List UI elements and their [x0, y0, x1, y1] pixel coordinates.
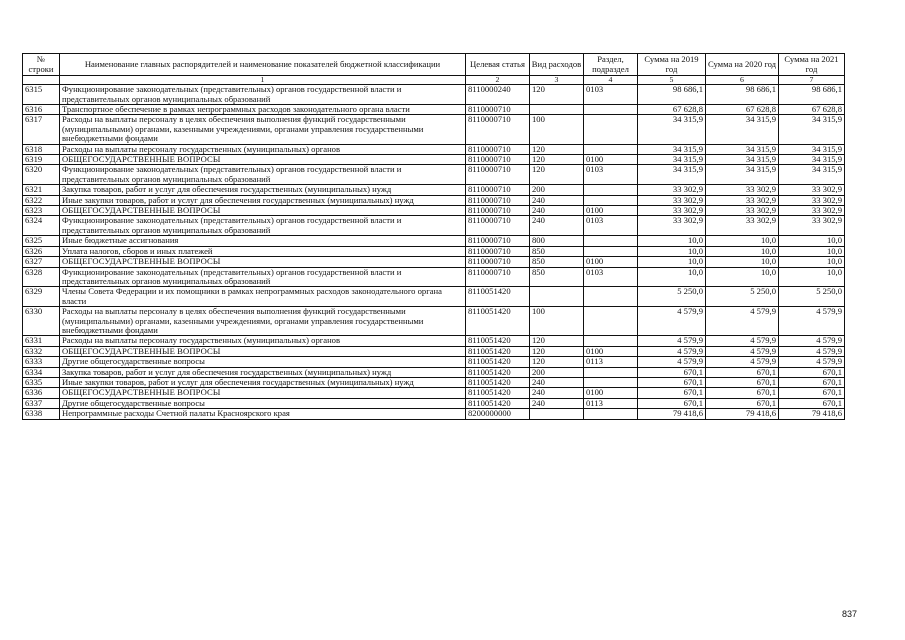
row-target-article: 8110000710 — [466, 246, 530, 256]
row-expense-type: 100 — [530, 115, 584, 144]
row-sum-2020: 670,1 — [706, 377, 779, 387]
row-sum-2019: 79 418,6 — [638, 409, 706, 419]
row-section: 0103 — [584, 267, 638, 287]
row-sum-2021: 33 302,9 — [779, 185, 845, 195]
row-sum-2021: 4 579,9 — [779, 336, 845, 346]
row-section — [584, 185, 638, 195]
row-section: 0100 — [584, 346, 638, 356]
row-sum-2021: 10,0 — [779, 236, 845, 246]
row-number: 6329 — [23, 287, 60, 307]
row-name: Другие общегосударственные вопросы — [60, 357, 466, 367]
row-section — [584, 307, 638, 336]
row-sum-2021: 670,1 — [779, 398, 845, 408]
row-sum-2020: 98 686,1 — [706, 85, 779, 105]
column-index: 5 — [638, 76, 706, 85]
row-name: Иные закупки товаров, работ и услуг для обеспечения государственных (муниципальных) нужд — [60, 195, 466, 205]
row-sum-2019: 10,0 — [638, 236, 706, 246]
row-sum-2021: 10,0 — [779, 246, 845, 256]
table-row — [23, 267, 845, 287]
row-sum-2021: 4 579,9 — [779, 307, 845, 336]
row-name: Функционирование законодательных (представительных) органов государственной власти и представительных органов муниципальных образований — [60, 165, 466, 185]
row-sum-2020: 10,0 — [706, 246, 779, 256]
row-section — [584, 377, 638, 387]
row-name: Расходы на выплаты персоналу в целях обеспечения выполнения функций государственными (муниципальными) органами, казенными учреждениями, органами управления государственными внебюджетными фондами — [60, 307, 466, 336]
row-number: 6330 — [23, 307, 60, 336]
row-section — [584, 195, 638, 205]
row-sum-2019: 670,1 — [638, 388, 706, 398]
row-target-article: 8110051420 — [466, 357, 530, 367]
row-number: 6319 — [23, 155, 60, 165]
row-number: 6325 — [23, 236, 60, 246]
page-number: 837 — [841, 609, 857, 619]
row-number: 6320 — [23, 165, 60, 185]
row-sum-2020: 33 302,9 — [706, 206, 779, 216]
row-name: Закупка товаров, работ и услуг для обеспечения государственных (муниципальных) нужд — [60, 185, 466, 195]
row-name: Функционирование законодательных (представительных) органов государственной власти и представительных органов муниципальных образований — [60, 216, 466, 236]
row-sum-2020: 10,0 — [706, 257, 779, 267]
row-target-article: 8110051420 — [466, 377, 530, 387]
table-row — [23, 195, 845, 205]
row-number: 6321 — [23, 185, 60, 195]
row-sum-2019: 67 628,8 — [638, 105, 706, 115]
row-expense-type: 120 — [530, 336, 584, 346]
row-sum-2019: 670,1 — [638, 367, 706, 377]
row-sum-2019: 10,0 — [638, 246, 706, 256]
row-name: Уплата налогов, сборов и иных платежей — [60, 246, 466, 256]
row-sum-2021: 33 302,9 — [779, 206, 845, 216]
row-name: Иные закупки товаров, работ и услуг для обеспечения государственных (муниципальных) нужд — [60, 377, 466, 387]
row-sum-2021: 670,1 — [779, 377, 845, 387]
row-name: Иные бюджетные ассигнования — [60, 236, 466, 246]
row-expense-type: 200 — [530, 367, 584, 377]
table-row — [23, 155, 845, 165]
row-sum-2021: 34 315,9 — [779, 144, 845, 154]
row-section: 0113 — [584, 398, 638, 408]
row-sum-2019: 4 579,9 — [638, 336, 706, 346]
row-target-article: 8110051420 — [466, 336, 530, 346]
row-sum-2020: 33 302,9 — [706, 185, 779, 195]
row-section: 0100 — [584, 206, 638, 216]
row-section — [584, 367, 638, 377]
row-expense-type: 240 — [530, 377, 584, 387]
row-section: 0103 — [584, 85, 638, 105]
table-row — [23, 388, 845, 398]
row-sum-2019: 670,1 — [638, 377, 706, 387]
row-target-article: 8110051420 — [466, 346, 530, 356]
row-sum-2020: 79 418,6 — [706, 409, 779, 419]
row-number: 6336 — [23, 388, 60, 398]
row-name: Функционирование законодательных (представительных) органов государственной власти и представительных органов муниципальных образований — [60, 267, 466, 287]
row-number: 6317 — [23, 115, 60, 144]
row-section — [584, 236, 638, 246]
row-sum-2021: 33 302,9 — [779, 195, 845, 205]
row-sum-2021: 4 579,9 — [779, 357, 845, 367]
row-expense-type: 240 — [530, 206, 584, 216]
row-sum-2019: 34 315,9 — [638, 155, 706, 165]
table-row — [23, 216, 845, 236]
row-sum-2019: 33 302,9 — [638, 216, 706, 236]
row-sum-2019: 10,0 — [638, 267, 706, 287]
row-sum-2020: 670,1 — [706, 388, 779, 398]
column-index: 7 — [779, 76, 845, 85]
column-index — [23, 76, 60, 85]
table-row — [23, 336, 845, 346]
row-section: 0113 — [584, 357, 638, 367]
header-section: Раздел, подраздел — [584, 54, 638, 76]
row-target-article: 8110000710 — [466, 195, 530, 205]
table-row — [23, 377, 845, 387]
row-target-article: 8110051420 — [466, 367, 530, 377]
column-index: 4 — [584, 76, 638, 85]
row-name: ОБЩЕГОСУДАРСТВЕННЫЕ ВОПРОСЫ — [60, 257, 466, 267]
row-section — [584, 105, 638, 115]
header-sum-2020: Сумма на 2020 год — [706, 54, 779, 76]
row-expense-type: 120 — [530, 144, 584, 154]
row-expense-type: 850 — [530, 267, 584, 287]
table-row — [23, 206, 845, 216]
row-number: 6334 — [23, 367, 60, 377]
row-expense-type — [530, 409, 584, 419]
row-expense-type: 120 — [530, 165, 584, 185]
row-number: 6337 — [23, 398, 60, 408]
table-body — [23, 85, 845, 419]
row-number: 6328 — [23, 267, 60, 287]
row-sum-2020: 670,1 — [706, 398, 779, 408]
row-sum-2020: 33 302,9 — [706, 216, 779, 236]
row-expense-type — [530, 287, 584, 307]
row-number: 6318 — [23, 144, 60, 154]
row-number: 6333 — [23, 357, 60, 367]
row-section: 0100 — [584, 388, 638, 398]
row-sum-2020: 34 315,9 — [706, 155, 779, 165]
row-target-article: 8110000710 — [466, 216, 530, 236]
row-expense-type — [530, 105, 584, 115]
row-sum-2021: 67 628,8 — [779, 105, 845, 115]
row-expense-type: 850 — [530, 257, 584, 267]
row-name: ОБЩЕГОСУДАРСТВЕННЫЕ ВОПРОСЫ — [60, 155, 466, 165]
row-sum-2020: 4 579,9 — [706, 346, 779, 356]
row-sum-2021: 34 315,9 — [779, 155, 845, 165]
header-target-article: Целевая статья — [466, 54, 530, 76]
row-expense-type: 200 — [530, 185, 584, 195]
row-target-article: 8110051420 — [466, 287, 530, 307]
table-row — [23, 85, 845, 105]
row-sum-2020: 5 250,0 — [706, 287, 779, 307]
column-index: 3 — [530, 76, 584, 85]
row-sum-2020: 10,0 — [706, 267, 779, 287]
row-name: Функционирование законодательных (представительных) органов государственной власти и представительных органов муниципальных образований — [60, 85, 466, 105]
row-section — [584, 287, 638, 307]
row-sum-2021: 670,1 — [779, 388, 845, 398]
table-row — [23, 236, 845, 246]
row-target-article: 8110000710 — [466, 185, 530, 195]
row-name: ОБЩЕГОСУДАРСТВЕННЫЕ ВОПРОСЫ — [60, 206, 466, 216]
header-sum-2021: Сумма на 2021 год — [779, 54, 845, 76]
row-number: 6335 — [23, 377, 60, 387]
row-target-article: 8200000000 — [466, 409, 530, 419]
row-sum-2019: 670,1 — [638, 398, 706, 408]
row-section: 0103 — [584, 165, 638, 185]
row-name: ОБЩЕГОСУДАРСТВЕННЫЕ ВОПРОСЫ — [60, 388, 466, 398]
row-name: Расходы на выплаты персоналу в целях обеспечения выполнения функций государственными (муниципальными) органами, казенными учреждениями, органами управления государственными внебюджетными фондами — [60, 115, 466, 144]
table-row — [23, 357, 845, 367]
row-number: 6316 — [23, 105, 60, 115]
header-sum-2019: Сумма на 2019 год — [638, 54, 706, 76]
row-name: Расходы на выплаты персоналу государственных (муниципальных) органов — [60, 336, 466, 346]
row-number: 6322 — [23, 195, 60, 205]
row-sum-2020: 4 579,9 — [706, 307, 779, 336]
row-target-article: 8110000710 — [466, 115, 530, 144]
row-sum-2021: 4 579,9 — [779, 346, 845, 356]
row-sum-2020: 4 579,9 — [706, 357, 779, 367]
row-sum-2019: 4 579,9 — [638, 346, 706, 356]
row-sum-2019: 33 302,9 — [638, 185, 706, 195]
column-index: 6 — [706, 76, 779, 85]
row-name: Члены Совета Федерации и их помощники в рамках непрограммных расходов законодательного органа власти — [60, 287, 466, 307]
row-target-article: 8110051420 — [466, 398, 530, 408]
row-name: Расходы на выплаты персоналу государственных (муниципальных) органов — [60, 144, 466, 154]
row-number: 6326 — [23, 246, 60, 256]
row-expense-type: 240 — [530, 216, 584, 236]
row-sum-2020: 670,1 — [706, 367, 779, 377]
row-sum-2021: 10,0 — [779, 257, 845, 267]
row-section — [584, 409, 638, 419]
row-sum-2019: 34 315,9 — [638, 165, 706, 185]
row-target-article: 8110000710 — [466, 144, 530, 154]
row-name: ОБЩЕГОСУДАРСТВЕННЫЕ ВОПРОСЫ — [60, 346, 466, 356]
row-sum-2019: 4 579,9 — [638, 357, 706, 367]
row-sum-2020: 10,0 — [706, 236, 779, 246]
table-row — [23, 409, 845, 419]
row-number: 6315 — [23, 85, 60, 105]
row-sum-2021: 33 302,9 — [779, 216, 845, 236]
row-expense-type: 240 — [530, 398, 584, 408]
row-expense-type: 120 — [530, 346, 584, 356]
table-row — [23, 367, 845, 377]
table-row — [23, 144, 845, 154]
row-target-article: 8110000240 — [466, 85, 530, 105]
row-sum-2019: 10,0 — [638, 257, 706, 267]
table-row — [23, 287, 845, 307]
row-target-article: 8110000710 — [466, 257, 530, 267]
row-sum-2019: 33 302,9 — [638, 206, 706, 216]
row-sum-2019: 33 302,9 — [638, 195, 706, 205]
row-number: 6332 — [23, 346, 60, 356]
row-expense-type: 800 — [530, 236, 584, 246]
column-index: 1 — [60, 76, 466, 85]
row-sum-2020: 34 315,9 — [706, 144, 779, 154]
row-target-article: 8110000710 — [466, 236, 530, 246]
row-sum-2019: 34 315,9 — [638, 144, 706, 154]
row-target-article: 8110051420 — [466, 388, 530, 398]
row-section — [584, 144, 638, 154]
row-expense-type: 120 — [530, 85, 584, 105]
table-header-row — [23, 54, 845, 76]
row-target-article: 8110051420 — [466, 307, 530, 336]
column-index-row — [23, 76, 845, 85]
row-sum-2021: 5 250,0 — [779, 287, 845, 307]
row-section: 0100 — [584, 155, 638, 165]
row-section — [584, 246, 638, 256]
budget-table — [22, 53, 845, 420]
row-target-article: 8110000710 — [466, 165, 530, 185]
row-section — [584, 336, 638, 346]
row-number: 6331 — [23, 336, 60, 346]
header-row-number: № строки — [23, 54, 60, 76]
row-sum-2020: 34 315,9 — [706, 165, 779, 185]
row-sum-2021: 34 315,9 — [779, 115, 845, 144]
row-sum-2021: 98 686,1 — [779, 85, 845, 105]
row-expense-type: 240 — [530, 388, 584, 398]
table-row — [23, 165, 845, 185]
row-sum-2019: 34 315,9 — [638, 115, 706, 144]
row-target-article: 8110000710 — [466, 155, 530, 165]
table-row — [23, 257, 845, 267]
row-expense-type: 100 — [530, 307, 584, 336]
row-number: 6323 — [23, 206, 60, 216]
row-sum-2020: 4 579,9 — [706, 336, 779, 346]
row-expense-type: 120 — [530, 155, 584, 165]
row-sum-2019: 4 579,9 — [638, 307, 706, 336]
row-sum-2021: 670,1 — [779, 367, 845, 377]
row-target-article: 8110000710 — [466, 105, 530, 115]
table-row — [23, 346, 845, 356]
row-sum-2020: 67 628,8 — [706, 105, 779, 115]
row-sum-2020: 34 315,9 — [706, 115, 779, 144]
row-section: 0103 — [584, 216, 638, 236]
row-target-article: 8110000710 — [466, 206, 530, 216]
row-sum-2019: 5 250,0 — [638, 287, 706, 307]
table-row — [23, 185, 845, 195]
row-number: 6338 — [23, 409, 60, 419]
row-name: Другие общегосударственные вопросы — [60, 398, 466, 408]
row-sum-2021: 79 418,6 — [779, 409, 845, 419]
row-section: 0100 — [584, 257, 638, 267]
row-number: 6324 — [23, 216, 60, 236]
table-row — [23, 246, 845, 256]
row-sum-2021: 10,0 — [779, 267, 845, 287]
column-index: 2 — [466, 76, 530, 85]
row-number: 6327 — [23, 257, 60, 267]
table-row — [23, 398, 845, 408]
table-row — [23, 105, 845, 115]
header-expense-type: Вид расходов — [530, 54, 584, 76]
header-name: Наименование главных распорядителей и наименование показателей бюджетной классификации — [60, 54, 466, 76]
row-sum-2020: 33 302,9 — [706, 195, 779, 205]
row-expense-type: 850 — [530, 246, 584, 256]
row-section — [584, 115, 638, 144]
row-sum-2021: 34 315,9 — [779, 165, 845, 185]
row-sum-2019: 98 686,1 — [638, 85, 706, 105]
row-name: Закупка товаров, работ и услуг для обеспечения государственных (муниципальных) нужд — [60, 367, 466, 377]
row-name: Транспортное обеспечение в рамках непрограммных расходов законодательного органа власти — [60, 105, 466, 115]
table-row — [23, 307, 845, 336]
table-row — [23, 115, 845, 144]
row-expense-type: 240 — [530, 195, 584, 205]
row-target-article: 8110000710 — [466, 267, 530, 287]
row-expense-type: 120 — [530, 357, 584, 367]
row-name: Непрограммные расходы Счетной палаты Красноярского края — [60, 409, 466, 419]
